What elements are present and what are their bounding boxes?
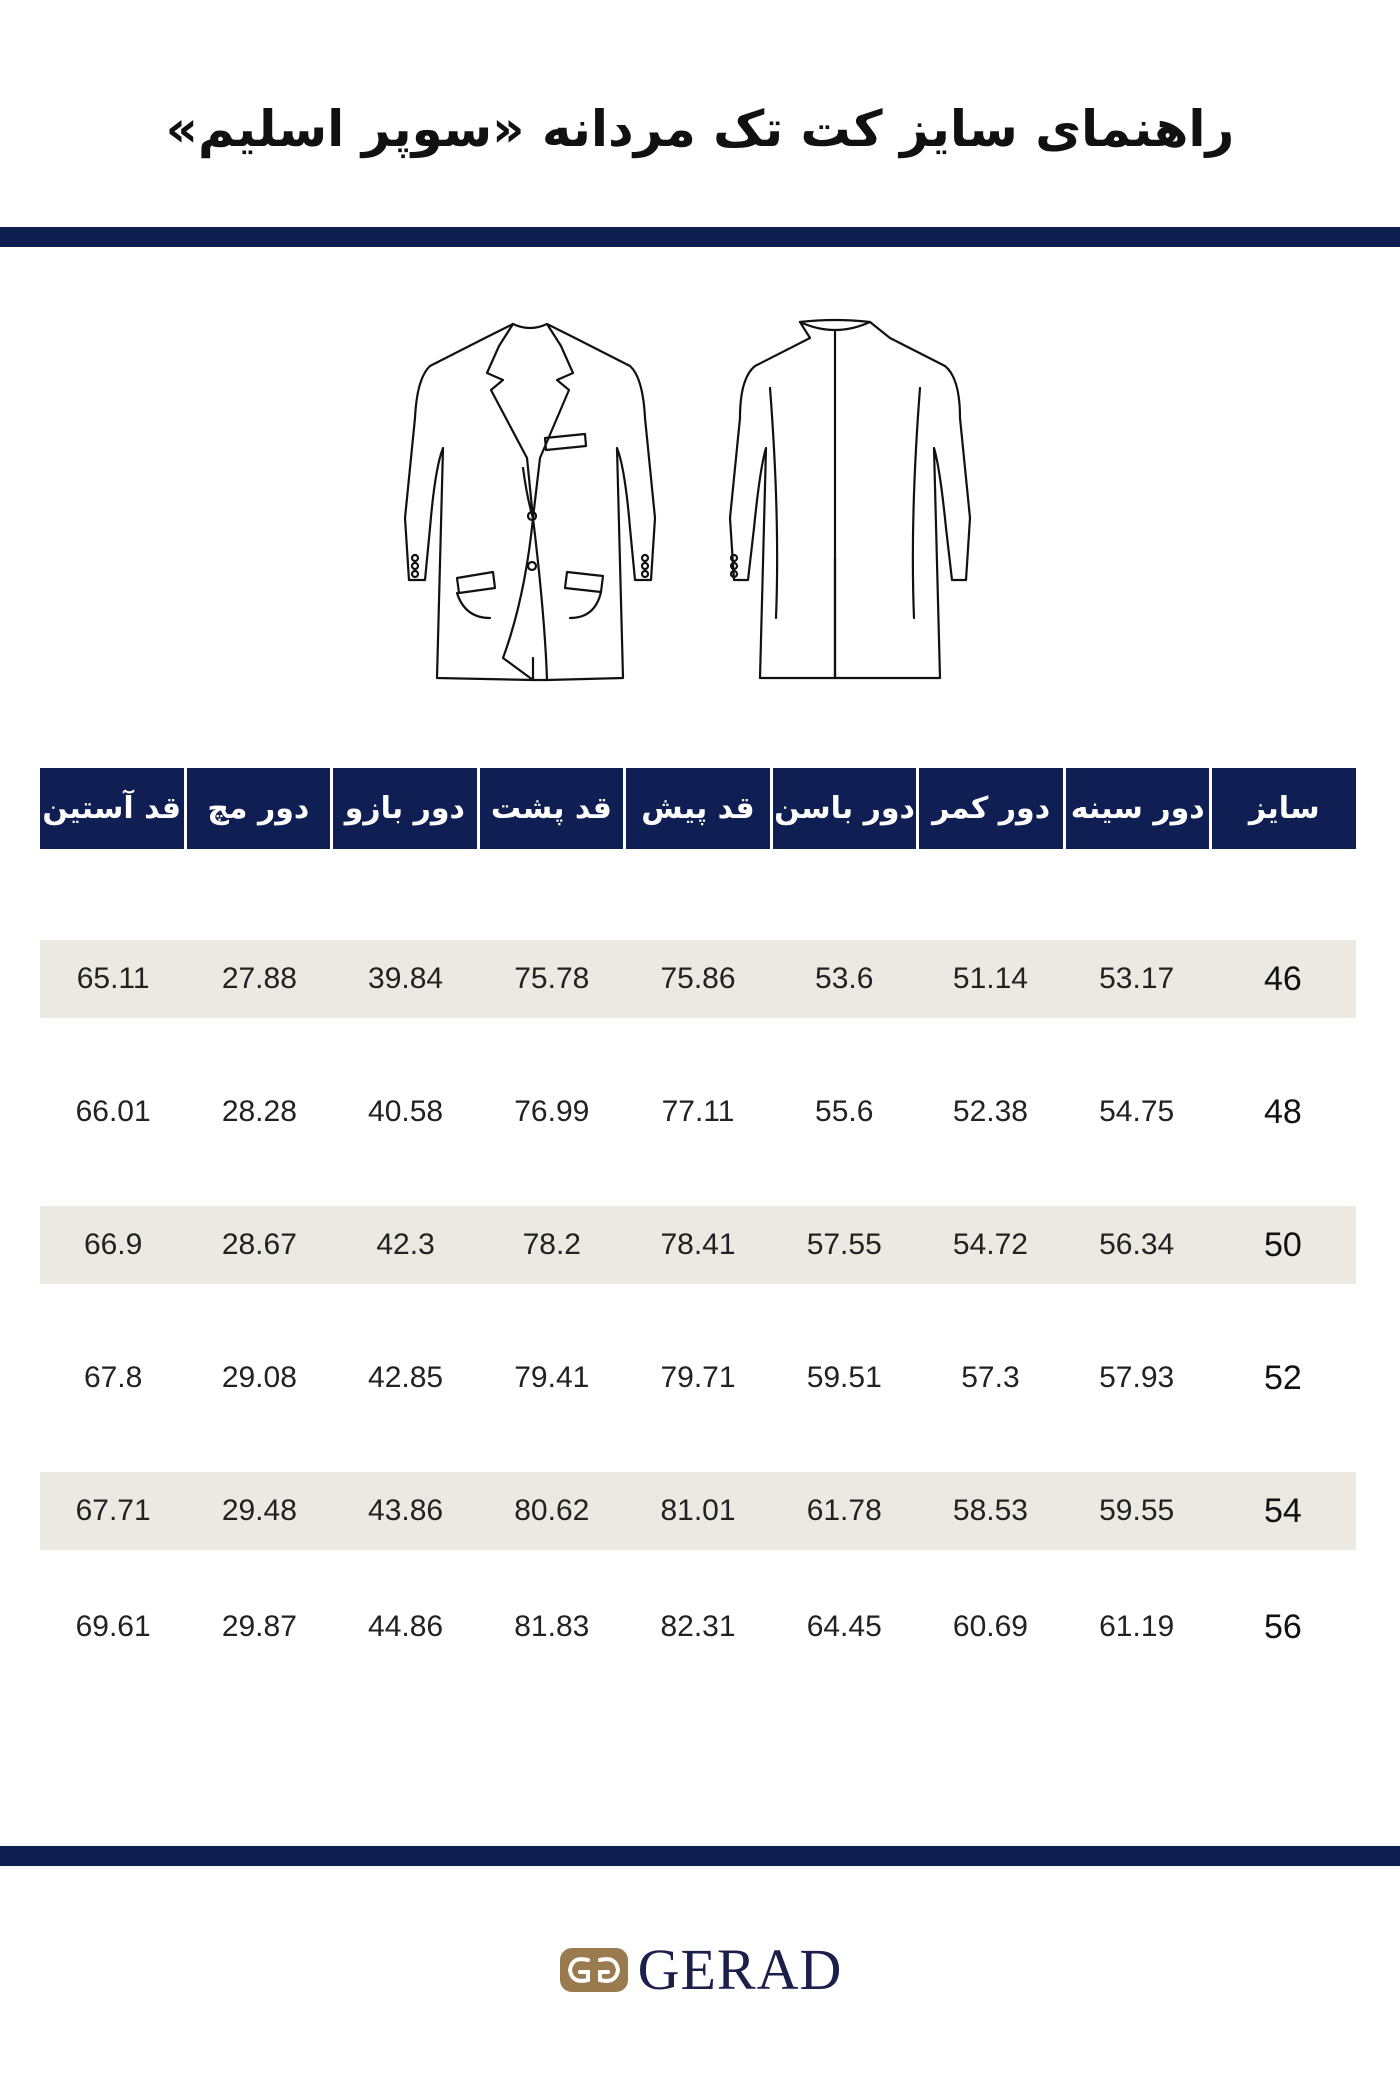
jacket-back-icon [730,320,970,678]
cell-size: 50 [1263,1225,1302,1264]
table-row [40,1472,1356,1550]
table-cell: 64.45 [806,1610,882,1643]
gerad-monogram-icon [558,1944,630,1996]
table-cell: 51.14 [952,962,1028,995]
table-cell: 79.41 [514,1361,590,1394]
table-cell: 57.93 [1099,1361,1175,1394]
table-cell: 29.87 [221,1610,297,1643]
header-sleeve-length: قد آستین [40,768,184,849]
cell-size: 48 [1263,1092,1302,1131]
cell-size: 46 [1263,959,1302,998]
page-title: راهنمای سایز کت تک مردانه «سوپر اسلیم» [165,100,1235,158]
table-cell: 61.19 [1099,1610,1175,1643]
table-cell: 42.85 [368,1361,444,1394]
cell-size: 52 [1263,1358,1302,1397]
table-cell: 39.84 [368,962,444,995]
cell-size: 54 [1263,1491,1302,1530]
table-cell: 67.71 [75,1494,151,1527]
table-row [40,1073,1356,1151]
table-cell: 79.71 [660,1361,736,1394]
table-cell: 81.01 [660,1494,736,1527]
table-header-row [40,768,1356,849]
size-table [40,768,1356,1646]
brand-name: GERAD [637,1937,843,2002]
table-cell: 69.61 [75,1610,151,1643]
table-cell: 78.41 [660,1228,736,1261]
table-cell: 60.69 [952,1610,1028,1643]
table-cell: 55.6 [815,1095,874,1128]
table-cell: 81.83 [514,1610,590,1643]
table-cell: 54.75 [1099,1095,1175,1128]
table-cell: 82.31 [660,1610,736,1643]
jacket-illustration [395,318,1005,690]
header-waist: دور کمر [919,768,1063,849]
header-back-length: قد پشت [480,768,624,849]
table-cell: 66.01 [75,1095,151,1128]
table-cell: 53.6 [815,962,874,995]
bottom-divider [0,1846,1400,1866]
table-cell: 44.86 [368,1610,444,1643]
table-row [40,1588,1356,1666]
table-cell: 77.11 [661,1095,735,1128]
cell-size: 56 [1263,1607,1302,1646]
table-row [40,1339,1356,1417]
table-cell: 61.78 [806,1494,882,1527]
table-cell: 57.55 [806,1228,882,1261]
table-cell: 40.58 [368,1095,444,1128]
table-cell: 42.3 [376,1228,435,1261]
header-size: سایز [1212,768,1356,849]
table-cell: 59.55 [1099,1494,1175,1527]
table-cell: 28.28 [221,1095,297,1128]
table-cell: 29.08 [221,1361,297,1394]
top-divider [0,227,1400,247]
header-wrist: دور مچ [187,768,331,849]
table-cell: 59.51 [806,1361,882,1394]
header-chest: دور سینه [1066,768,1210,849]
table-cell: 66.9 [83,1228,143,1261]
header-front-length: قد پیش [626,768,770,849]
table-cell: 67.8 [83,1361,143,1394]
table-cell: 52.38 [952,1095,1028,1128]
table-cell: 53.17 [1099,962,1175,995]
table-cell: 56.34 [1099,1228,1175,1261]
table-cell: 75.86 [660,962,736,995]
table-cell: 65.11 [76,962,150,995]
header-arm: دور بازو [333,768,477,849]
table-cell: 58.53 [952,1494,1028,1527]
table-cell: 80.62 [514,1494,590,1527]
brand-logo [0,1936,1400,2003]
table-cell: 54.72 [952,1228,1028,1261]
table-row [40,1206,1356,1284]
table-cell: 28.67 [221,1228,297,1261]
table-cell: 29.48 [221,1494,297,1527]
table-cell: 78.2 [522,1228,581,1261]
table-cell: 27.88 [221,962,297,995]
table-cell: 76.99 [514,1095,590,1128]
table-cell: 43.86 [368,1494,444,1527]
header-hip: دور باسن [773,768,917,849]
jacket-front-icon [405,324,655,680]
table-cell: 57.3 [961,1361,1020,1394]
table-row [40,940,1356,1018]
table-cell: 75.78 [514,962,590,995]
